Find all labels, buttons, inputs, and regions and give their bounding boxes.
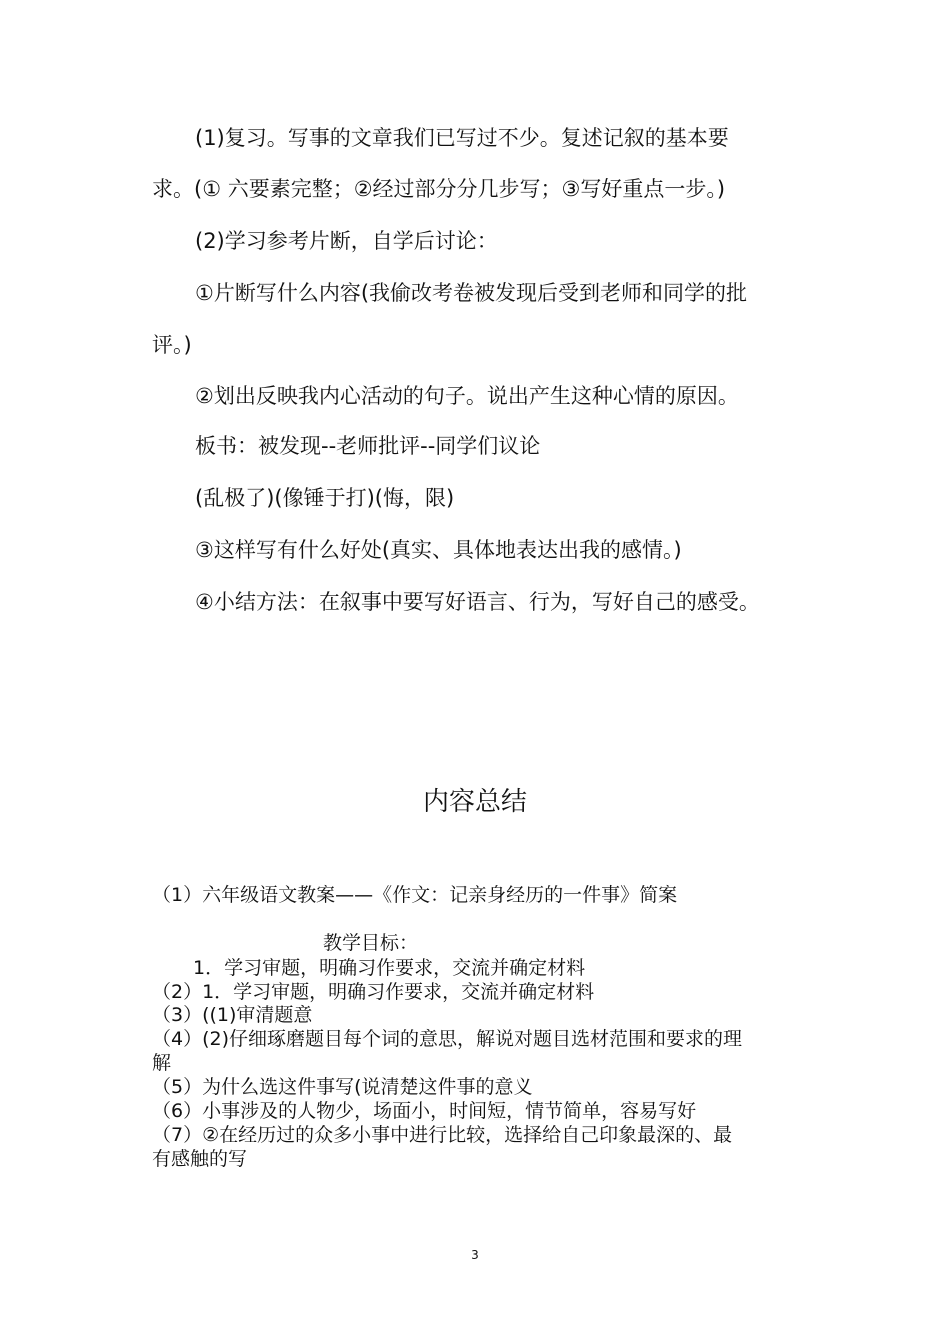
body-paragraph-board-notes: (乱极了)(像锤于打)(悔，限) — [195, 486, 455, 510]
summary-title: 内容总结 — [422, 787, 527, 817]
summary-item-7-line2: 有感触的写 — [152, 1148, 248, 1170]
summary-item-4-line2: 解 — [152, 1052, 172, 1074]
body-paragraph-benefit: ③这样写有什么好处(真实、具体地表达出我的感情。) — [195, 538, 682, 562]
body-paragraph-review-line1: (1)复习。写事的文章我们已写过不少。复述记叙的基本要 — [195, 126, 729, 150]
summary-item-5: （5）为什么选这件事写(说清楚这件事的意义 — [152, 1076, 533, 1098]
page-number: 3 — [471, 1248, 479, 1262]
summary-item-7-line1: （7）②在经历过的众多小事中进行比较，选择给自己印象最深的、最 — [152, 1124, 733, 1146]
summary-item-6: （6）小事涉及的人物少，场面小，时间短，情节简单，容易写好 — [152, 1100, 697, 1122]
summary-item-2: （2）1．学习审题，明确习作要求，交流并确定材料 — [152, 981, 595, 1003]
summary-item-4-line1: （4）(2)仔细琢磨题目每个词的意思，解说对题目选材范围和要求的理 — [152, 1028, 743, 1050]
summary-goal-label: 教学目标： — [323, 932, 419, 954]
body-paragraph-content-line2: 评。) — [152, 333, 192, 357]
body-paragraph-inner-activity: ②划出反映我内心活动的句子。说出产生这种心情的原因。 — [195, 384, 739, 408]
summary-item-1: （1）六年级语文教案——《作文：记亲身经历的一件事》简案 — [152, 884, 678, 906]
body-paragraph-method-summary: ④小结方法：在叙事中要写好语言、行为，写好自己的感受。 — [195, 590, 760, 614]
summary-item-3: （3）((1)审清题意 — [152, 1004, 313, 1026]
body-paragraph-study: (2)学习参考片断，自学后讨论： — [195, 229, 498, 253]
body-paragraph-review-line2: 求。(① 六要素完整；②经过部分分几步写；③写好重点一步。) — [152, 177, 726, 201]
body-paragraph-board-writing: 板书：被发现--老师批评--同学们议论 — [195, 434, 541, 458]
body-paragraph-content-line1: ①片断写什么内容(我偷改考卷被发现后受到老师和同学的批 — [195, 281, 748, 305]
summary-goal-1: 1．学习审题，明确习作要求，交流并确定材料 — [193, 957, 586, 979]
